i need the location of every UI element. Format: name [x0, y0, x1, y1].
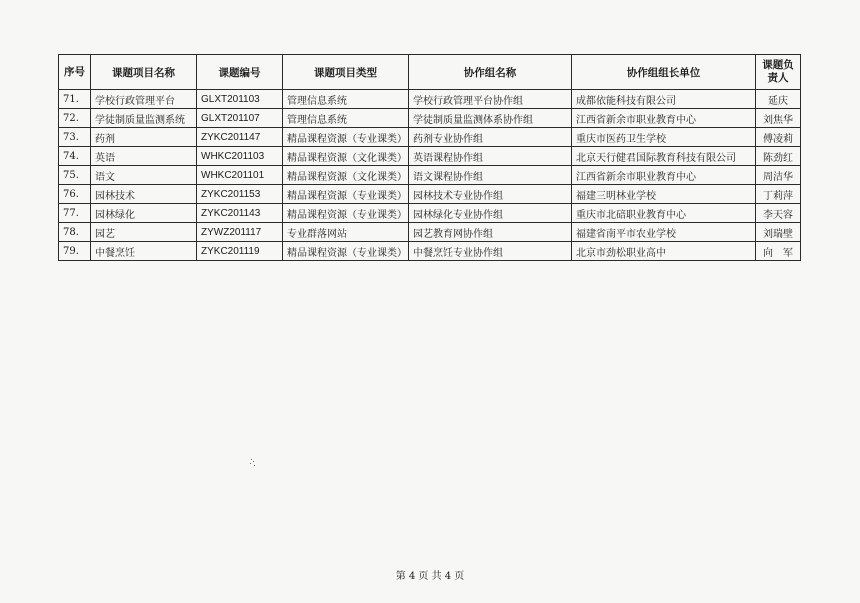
cell-no: 74.: [59, 147, 91, 166]
cell-code: ZYKC201153: [197, 185, 283, 204]
cell-unit: 成都依能科技有限公司: [572, 90, 756, 109]
cell-no: 73.: [59, 128, 91, 147]
table-row: [59, 166, 801, 185]
cell-code: WHKC201101: [197, 166, 283, 185]
cell-name: 语文: [91, 166, 197, 185]
cell-unit: 北京天行健君国际教育科技有限公司: [572, 147, 756, 166]
cell-name: 园林绿化: [91, 204, 197, 223]
cell-code: ZYKC201147: [197, 128, 283, 147]
cell-person: 丁莉萍: [756, 185, 801, 204]
table-header-row: [59, 55, 801, 90]
table-row: [59, 109, 801, 128]
cell-type: 精品课程资源（专业课类）: [283, 204, 409, 223]
table-row: [59, 223, 801, 242]
cell-person: 陈劲红: [756, 147, 801, 166]
cell-no: 77.: [59, 204, 91, 223]
cell-name: 药剂: [91, 128, 197, 147]
cell-unit: 福建三明林业学校: [572, 185, 756, 204]
scan-speck: [250, 459, 256, 467]
cell-group: 园林绿化专业协作组: [409, 204, 572, 223]
cell-code: WHKC201103: [197, 147, 283, 166]
cell-person: 向 军: [756, 242, 801, 261]
cell-name: 学徒制质量监测系统: [91, 109, 197, 128]
table-body: [59, 90, 801, 261]
table-row: [59, 242, 801, 261]
cell-type: 精品课程资源（专业课类）: [283, 185, 409, 204]
cell-code: GLXT201103: [197, 90, 283, 109]
cell-group: 学徒制质量监测体系协作组: [409, 109, 572, 128]
cell-group: 中餐烹饪专业协作组: [409, 242, 572, 261]
cell-group: 园林技术专业协作组: [409, 185, 572, 204]
header-name: 课题项目名称: [91, 55, 197, 90]
cell-type: 精品课程资源（文化课类）: [283, 166, 409, 185]
cell-unit: 江西省新余市职业教育中心: [572, 166, 756, 185]
cell-unit: 重庆市医药卫生学校: [572, 128, 756, 147]
header-person: 课题负责人: [756, 55, 801, 90]
header-code: 课题编号: [197, 55, 283, 90]
table-row: [59, 147, 801, 166]
cell-group: 英语课程协作组: [409, 147, 572, 166]
cell-person: 刘瑞壁: [756, 223, 801, 242]
cell-no: 76.: [59, 185, 91, 204]
cell-group: 药剂专业协作组: [409, 128, 572, 147]
header-group: 协作组名称: [409, 55, 572, 90]
cell-name: 园艺: [91, 223, 197, 242]
cell-person: 周洁华: [756, 166, 801, 185]
cell-name: 英语: [91, 147, 197, 166]
cell-type: 精品课程资源（专业课类）: [283, 128, 409, 147]
cell-name: 园林技术: [91, 185, 197, 204]
cell-code: ZYKC201143: [197, 204, 283, 223]
cell-no: 78.: [59, 223, 91, 242]
cell-group: 语文课程协作组: [409, 166, 572, 185]
header-type: 课题项目类型: [283, 55, 409, 90]
header-no: 序号: [59, 55, 91, 90]
cell-unit: 江西省新余市职业教育中心: [572, 109, 756, 128]
cell-person: 李天容: [756, 204, 801, 223]
cell-group: 学校行政管理平台协作组: [409, 90, 572, 109]
table-row: [59, 90, 801, 109]
cell-person: 傅凌莉: [756, 128, 801, 147]
cell-person: 刘焦华: [756, 109, 801, 128]
page-footer: 第 4 页 共 4 页: [395, 571, 465, 582]
cell-no: 72.: [59, 109, 91, 128]
cell-type: 专业群落网站: [283, 223, 409, 242]
cell-code: GLXT201107: [197, 109, 283, 128]
cell-group: 园艺教育网协作组: [409, 223, 572, 242]
cell-unit: 北京市劲松职业高中: [572, 242, 756, 261]
cell-person: 延庆: [756, 90, 801, 109]
cell-type: 管理信息系统: [283, 109, 409, 128]
project-table: [58, 54, 801, 261]
cell-code: ZYWZ201117: [197, 223, 283, 242]
cell-no: 75.: [59, 166, 91, 185]
cell-name: 学校行政管理平台: [91, 90, 197, 109]
cell-unit: 福建省南平市农业学校: [572, 223, 756, 242]
header-unit: 协作组组长单位: [572, 55, 756, 90]
cell-code: ZYKC201119: [197, 242, 283, 261]
cell-type: 精品课程资源（文化课类）: [283, 147, 409, 166]
cell-no: 71.: [59, 90, 91, 109]
table-row: [59, 204, 801, 223]
cell-type: 精品课程资源（专业课类）: [283, 242, 409, 261]
cell-type: 管理信息系统: [283, 90, 409, 109]
table-row: [59, 128, 801, 147]
cell-name: 中餐烹饪: [91, 242, 197, 261]
cell-no: 79.: [59, 242, 91, 261]
table-row: [59, 185, 801, 204]
cell-unit: 重庆市北碚职业教育中心: [572, 204, 756, 223]
